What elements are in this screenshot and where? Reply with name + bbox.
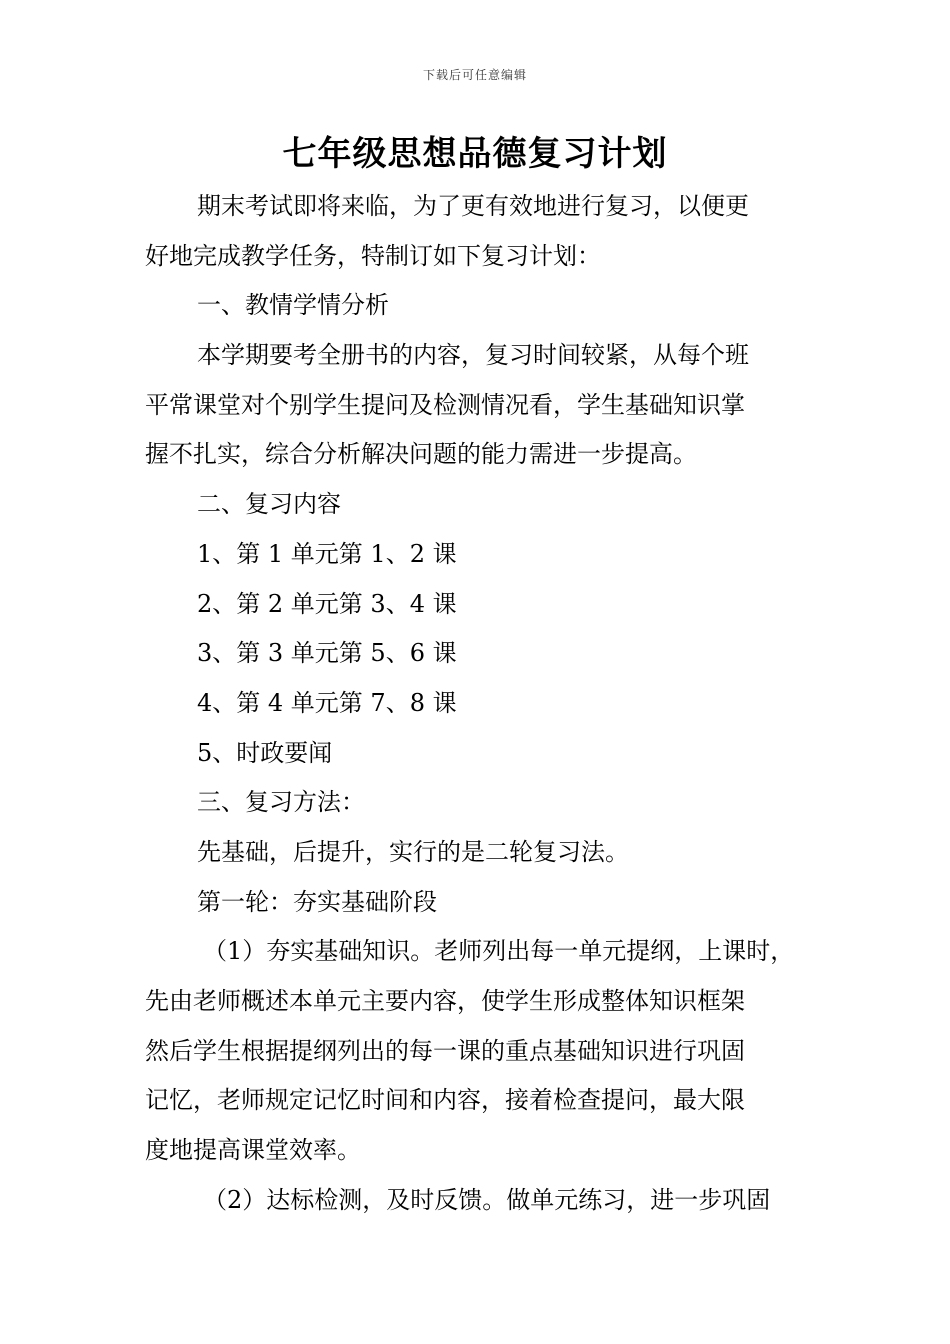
text-line: （1）夯实基础知识。老师列出每一单元提纲，上课时， (203, 937, 795, 966)
text-line: 本学期要考全册书的内容，复习时间较紧，从每个班 (197, 341, 749, 370)
text-line: 握不扎实，综合分析解决问题的能力需进一步提高。 (145, 440, 697, 469)
text-line: 一、教情学情分析 (197, 291, 389, 320)
text-line: 二、复习内容 (197, 490, 341, 519)
content-item-2 (145, 580, 825, 630)
round-one-heading (145, 878, 825, 928)
document-body (145, 182, 825, 1225)
text-line: 三、复习方法： (197, 788, 365, 817)
text-line: 先基础，后提升，实行的是二轮复习法。 (197, 837, 629, 866)
text-line: 第一轮：夯实基础阶段 (197, 887, 437, 916)
analysis-paragraph (145, 331, 825, 480)
text-line: 好地完成教学任务，特制订如下复习计划： (145, 241, 601, 270)
step-1-paragraph (145, 927, 825, 1175)
header-note: 下载后可任意编辑 (422, 68, 527, 82)
content-item-4 (145, 679, 825, 729)
content-item-5 (145, 729, 825, 779)
text-line: 1、第 1 单元第 1、2 课 (197, 539, 457, 568)
text-line: 度地提高课堂效率。 (145, 1136, 361, 1165)
content-item-1 (145, 530, 825, 580)
document-title: 七年级思想品德复习计划 (282, 134, 668, 174)
section-heading-content (145, 480, 825, 530)
section-heading-method (145, 778, 825, 828)
text-line: 4、第 4 单元第 7、8 课 (197, 688, 457, 717)
text-line: 平常课堂对个别学生提问及检测情况看，学生基础知识掌 (145, 390, 745, 419)
text-line: 2、第 2 单元第 3、4 课 (197, 589, 457, 618)
text-line: （2）达标检测，及时反馈。做单元练习，进一步巩固 (203, 1185, 771, 1214)
text-line: 然后学生根据提纲列出的每一课的重点基础知识进行巩固 (145, 1036, 745, 1065)
method-summary (145, 828, 825, 878)
intro-paragraph (145, 182, 825, 281)
text-line: 先由老师概述本单元主要内容，使学生形成整体知识框架 (145, 987, 745, 1015)
step-2-paragraph (145, 1176, 825, 1226)
section-heading-analysis (145, 281, 825, 331)
content-item-3 (145, 629, 825, 679)
text-line: 期末考试即将来临，为了更有效地进行复习，以便更 (197, 192, 749, 220)
text-line: 3、第 3 单元第 5、6 课 (197, 639, 457, 668)
text-line: 5、时政要闻 (197, 738, 333, 767)
text-line: 记忆，老师规定记忆时间和内容，接着检查提问，最大限 (145, 1086, 745, 1115)
